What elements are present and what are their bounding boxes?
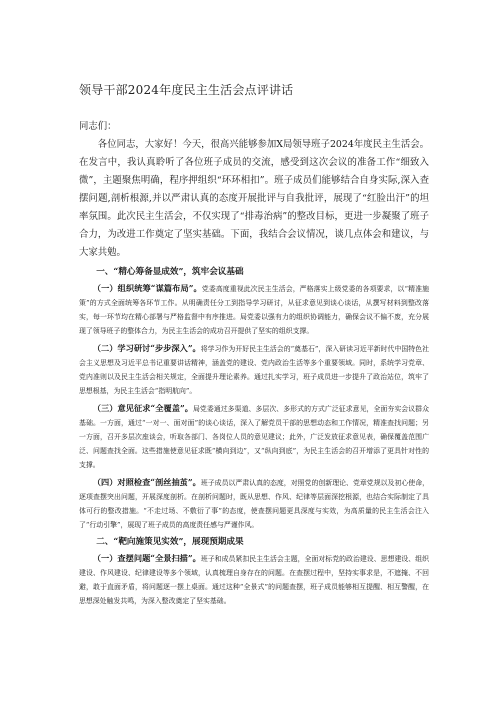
item-text: 党委高度重视此次民主生活会，严格落实上级党委的各项要求，以“精准施策”的方式全面统筹各环节工作。从明确责任分工到指导学习研讨，从征求意见到谈心谈话，从撰写材料到整改落实，每一环节均在精心部署与严格监督中有序推进。局党委以强有力的组织协调能力，确保会议不偏不废，充分展现了领导班子的整体合力，为民主生活会的成功召开提供了坚实的组织支撑。 — [79, 285, 429, 335]
section1-item-3 — [79, 401, 429, 472]
item-lead: （三）意见征求“全覆盖”。 — [92, 403, 193, 413]
item-lead: （二）学习研讨“步步深入”。 — [92, 343, 201, 353]
item-lead: （一）组织统筹“谋篇布局”。 — [92, 283, 202, 293]
section1-item-2 — [79, 341, 429, 398]
section-heading-2: 二、“靶向施策见实效”，展现预期成果 — [96, 537, 244, 547]
item-text: 将学习作为开好民主生活会的“奠基石”，深入研读习近平新时代中国特色社会主义思想及习近平总书记重要讲话精神，涵盖党的建设、党内政治生活等多个重要领域。同时，系统学习党章、党内准则以及民主生活会相关规定，全面提升理论素养。通过扎实学习，班子成员进一步提升了政治站位，筑牢了思想根基，为民主生活会“指明航向”。 — [79, 345, 429, 395]
section1-item-4 — [79, 475, 429, 532]
salutation: 同志们： — [79, 121, 117, 132]
section1-item-1 — [79, 281, 429, 338]
item-lead: （一）查摆问题“全景扫描”。 — [92, 553, 201, 563]
item-text: 局党委通过多渠道、多层次、多形式的方式广泛征求意见，全面夯实会议群众基础。一方面，通过“一对一、面对面”的谈心谈话，深入了解党员干部的思想动态和工作情况，精准查找问题；另一方面，召开多层次座谈会，听取各部门、各岗位人员的意见建议；此外，广泛发放征求意见表，确保覆盖范围广泛、问题查找全面。这些措施使意见征求既“横向到边”，又“纵向到底”，为民主生活会的召开增添了更具针对性的支撑。 — [79, 405, 429, 469]
document-title: 领导干部2024年度民主生活会点评讲话 — [79, 83, 294, 97]
intro-paragraph: 各位同志，大家好！今天，很高兴能够参加X局领导班子2024年度民主生活会。在发言中，我认真聆听了各位班子成员的交流，感受到这次会议的准备工作“细致入微”，主题聚焦明确，程序押组织“环环相扣”。班子成员们能够结合自身实际,深入查摆问题,剖析根源,并以严肃认真的态度开展批评与自我批评，展现了“红脸出汗”的坦率氛围。此次民主生活会，不仅实现了“排毒治病”的整改目标，更进一步凝聚了班子合力，为改进工作奠定了坚实基础。下面，我结合会议情况，谈几点体会和建议，与大家共勉。 — [79, 139, 429, 258]
section-heading-1: 一、“精心筹备显成效”，筑牢会议基础 — [96, 267, 244, 277]
section2-item-1 — [79, 551, 429, 608]
item-text: 班子和成员紧扣民主生活会主题，全面对标党的政治建设、思想建设、组织建设、作风建设、纪律建设等多个领域，认真梳理自身存在的问题。在查摆过程中，坚持实事求是，不遮掩、不回避，敢于直面矛盾，将问题逐一摆上桌面。通过这种“全景式”的问题查摆，班子成员能够相互提醒、相互警醒，在思想深处触发共鸣，为深入整改奠定了坚实基础。 — [79, 555, 430, 605]
document-body — [79, 118, 429, 608]
item-text: 班子成员以严肃认真的态度，对照党的创新理论、党章党规以及初心使命，逐项查摆突出问题，开展深度剖析。在剖析问题时，既从思想、作风、纪律等层面深挖根源，也结合实际制定了具体可行的整改措施。“不走过场、不敷衍了事”的态度，使查摆问题更具深度与实效，为高质量的民主生活会注入了“行动引擎”，展现了班子成员的高度责任感与严谨作风。 — [79, 479, 430, 529]
item-lead: （四）对照检查“剖丝抽茧”。 — [92, 477, 201, 487]
